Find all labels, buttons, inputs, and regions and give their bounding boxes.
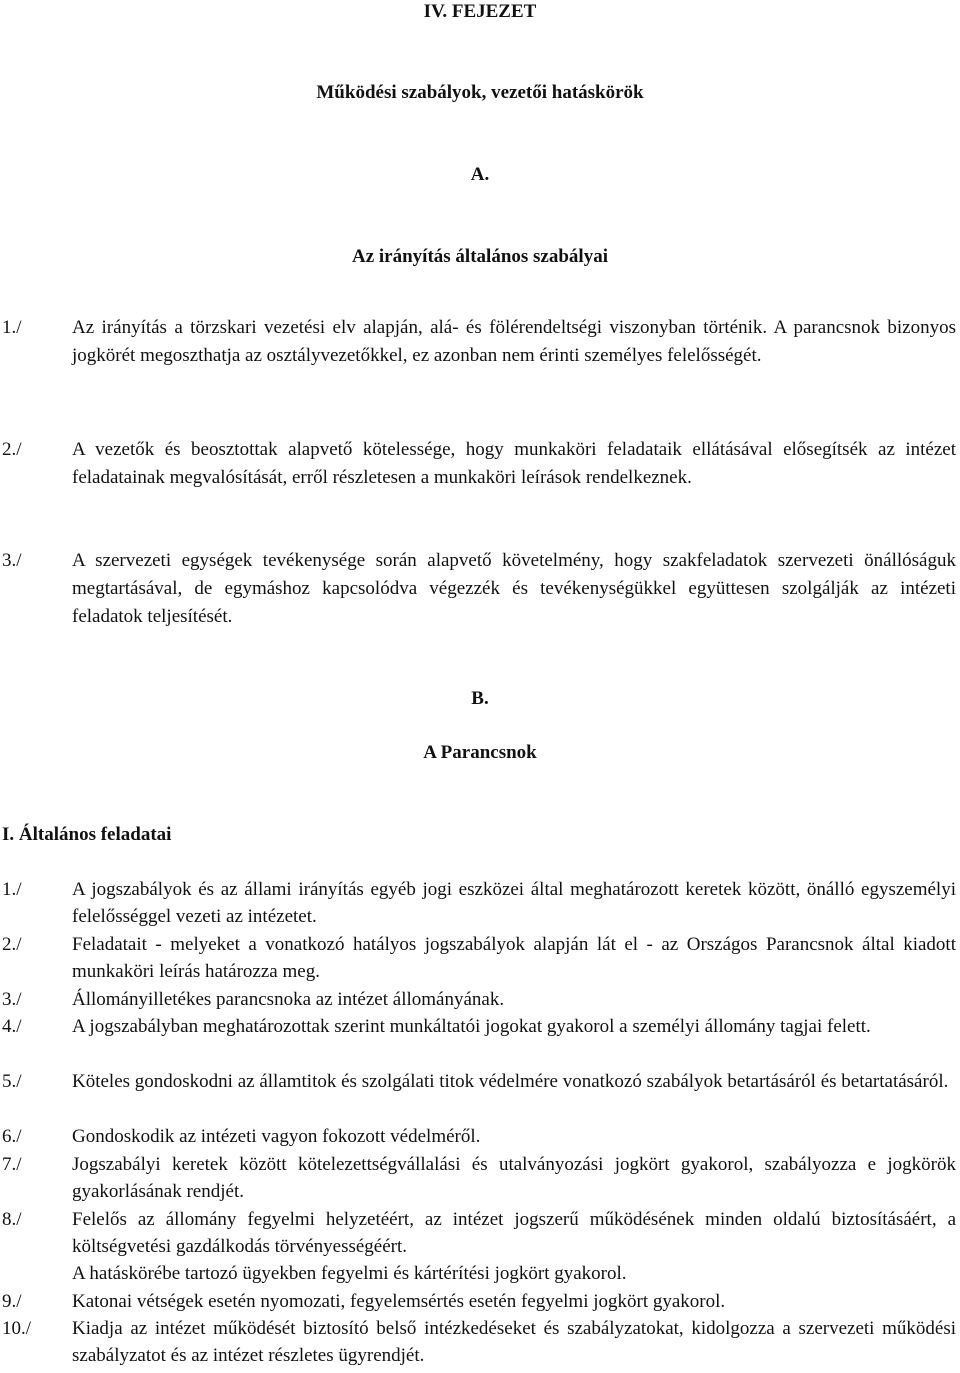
item-text: A szervezeti egységek tevékenysége során alapvető követelmény, hogy szakfeladatok szervezeti önállóságuk megtartásával, de egymáshoz kapcsolódva végezzék és tevékenységükkel együttesen szolgálják az intézeti feladatok teljesítését.: [72, 550, 956, 627]
item-number: 6./: [2, 1126, 22, 1147]
item-number: 3./: [2, 550, 22, 571]
section-b-item-6: [0, 1123, 956, 1150]
chapter-subtitle: Működési szabályok, vezetői hatáskörök: [316, 82, 644, 103]
section-b-letter: B.: [471, 688, 489, 709]
item-text: Gondoskodik az intézeti vagyon fokozott védelméről.: [72, 1126, 481, 1147]
section-b-subheading: I. Általános feladatai: [2, 824, 172, 845]
item-text: Kiadja az intézet működését biztosító belső intézkedéseket és szabályzatokat, kidolgozza a szervezeti működési szabályzatot és az intézet részletes ügyrendjét.: [72, 1318, 956, 1366]
item-text: Felelős az állomány fegyelmi helyzetéért, az intézet jogszerű működésének minden oldalú biztosításáért, a költségvetési gazdálkodás törvényességéért.: [72, 1209, 956, 1257]
item-number: 2./: [2, 934, 22, 955]
item-number: 7./: [2, 1154, 22, 1175]
item-text: A jogszabályban meghatározottak szerint munkáltatói jogokat gyakorol a személyi állomány tagjai felett.: [72, 1016, 871, 1037]
section-b-item-5: [0, 1068, 956, 1095]
item-text: A vezetők és beosztottak alapvető kötelessége, hogy munkaköri feladataik ellátásával elősegítsék az intézet feladatainak megvalósítását, erről részletesen a munkaköri leírások rendelkeznek.: [72, 439, 956, 488]
section-b-item-7: [0, 1151, 956, 1205]
item-text: Az irányítás a törzskari vezetési elv alapján, alá- és fölérendeltségi viszonyban történik. A parancsnok bizonyos jogkörét megoszthatja az osztályvezetőkkel, ez azonban nem érinti személyes felelősségét.: [72, 317, 956, 366]
section-a-item-3: [0, 547, 956, 631]
item-text: Köteles gondoskodni az államtitok és szolgálati titok védelmére vonatkozó szabályok betartásáról és betartatásáról.: [72, 1071, 949, 1092]
section-b-item-1: [0, 876, 956, 930]
item-number: 1./: [2, 879, 22, 900]
item-text: Állományilletékes parancsnoka az intézet állományának.: [72, 989, 505, 1010]
section-b-item-2: [0, 931, 956, 985]
item-number: 5./: [2, 1071, 22, 1092]
item-extra-text: A hatáskörébe tartozó ügyekben fegyelmi és kártérítési jogkört gyakorol.: [72, 1263, 627, 1284]
item-number: 3./: [2, 989, 22, 1010]
item-text: Feladatait - melyeket a vonatkozó hatályos jogszabályok alapján lát el - az Országos Parancsnok által kiadott munkaköri leírás határozza meg.: [72, 934, 956, 982]
item-number: 2./: [2, 439, 22, 460]
item-text: Katonai vétségek esetén nyomozati, fegyelemsértés esetén fegyelmi jogkört gyakorol.: [72, 1291, 726, 1312]
item-number: 4./: [2, 1016, 22, 1037]
item-number: 8./: [2, 1209, 22, 1230]
section-a-item-2: [0, 436, 956, 492]
section-b-item-10: [0, 1315, 956, 1369]
section-a-title: Az irányítás általános szabályai: [352, 246, 608, 267]
item-text: Jogszabályi keretek között kötelezettségvállalási és utalványozási jogkört gyakorol, szabályozza e jogkörök gyakorlásának rendjét.: [72, 1154, 956, 1202]
item-text: A jogszabályok és az állami irányítás egyéb jogi eszközei által meghatározott keretek között, önálló egyszemélyi felelősséggel vezeti az intézetet.: [72, 879, 956, 927]
section-b-item-3: [0, 986, 956, 1013]
section-a-letter: A.: [470, 164, 490, 185]
item-number: 9./: [2, 1291, 22, 1312]
section-b-item-8: [0, 1206, 956, 1287]
chapter-title: IV. FEJEZET: [423, 1, 537, 22]
section-b-title: A Parancsnok: [423, 742, 537, 763]
section-b-item-4: [0, 1013, 956, 1040]
section-a-item-1: [0, 314, 956, 370]
section-b-item-9: [0, 1288, 956, 1315]
item-number: 10./: [2, 1318, 32, 1339]
item-number: 1./: [2, 317, 22, 338]
